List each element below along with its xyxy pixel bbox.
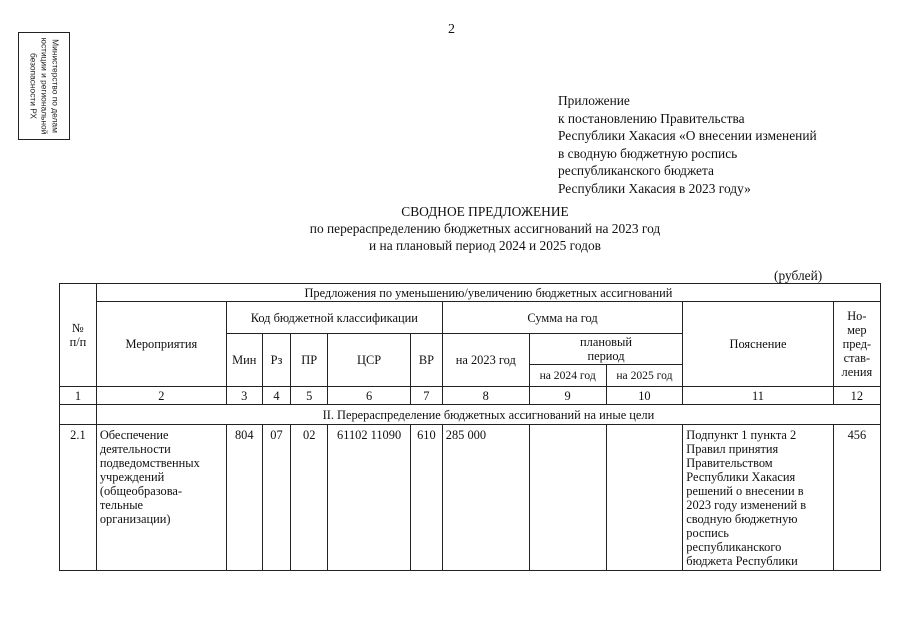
budget-table [59,283,881,571]
appendix-line: республиканского бюджета [558,163,714,179]
section-row [60,405,881,425]
header-classification: Код бюджетной классификации [226,302,442,334]
column-number: 8 [442,387,529,405]
stamp-line: Министерство по делам [50,39,61,133]
column-number: 3 [226,387,262,405]
column-number: 11 [683,387,833,405]
row-csr: 61102 11090 [328,425,411,571]
header-rz: Рз [262,334,291,387]
title-line: по перераспределению бюджетных ассигнований на 2023 год [309,221,661,236]
document-title [200,203,770,254]
column-number: 6 [328,387,411,405]
column-number: 4 [262,387,291,405]
column-number: 5 [291,387,328,405]
section-title: II. Перераспределение бюджетных ассигнований на иные цели [96,405,880,425]
title-line: СВОДНОЕ ПРЕДЛОЖЕНИЕ [401,204,569,219]
header-sum: Сумма на год [442,302,683,334]
row-explanation: Подпункт 1 пункта 2 Правил принятия Правительством Республики Хакасия решений о внесении в 2023 году изменений в сводную бюджетную роспись республиканского бюджета Республики [683,425,833,571]
column-number: 7 [411,387,443,405]
row-measure: Обеспечение деятельности подведомственных учреждений (общеобразова- тельные организации) [96,425,226,571]
currency-units: (рублей) [774,268,823,283]
row-submission: 456 [833,425,880,571]
appendix-line: Приложение [558,93,630,108]
section-spacer [60,405,97,425]
header-vr: ВР [411,334,443,387]
header-num: № п/п [60,284,97,387]
header-row [60,284,881,302]
header-year-2025: на 2025 год [606,365,683,387]
row-number: 2.1 [60,425,97,571]
stamp-line: безопасности РХ [28,52,39,120]
header-year-2023: на 2023 год [442,334,529,387]
row-pr: 02 [291,425,328,571]
row-rz: 07 [262,425,291,571]
registration-stamp [18,32,70,140]
appendix-note [558,92,817,198]
table-row [60,425,881,571]
header-planned-period: плановый период [529,334,683,365]
appendix-line: к постановлению Правительства [558,110,745,126]
column-number: 12 [833,387,880,405]
header-row [60,302,881,334]
header-year-2024: на 2024 год [529,365,606,387]
header-submission: Но- мер пред- став- ления [833,302,880,387]
row-vr: 610 [411,425,443,571]
title-line: и на плановый период 2024 и 2025 годов [369,238,601,253]
row-min: 804 [226,425,262,571]
row-sum-2024 [529,425,606,571]
header-pr: ПР [291,334,328,387]
column-number-row [60,387,881,405]
appendix-line: Республики Хакасия «О внесении изменений [558,128,817,144]
header-proposals: Предложения по уменьшению/увеличению бюджетных ассигнований [96,284,880,302]
header-min: Мин [226,334,262,387]
appendix-line: Республики Хакасия в 2023 году» [558,180,751,196]
appendix-line: в сводную бюджетную роспись [558,145,738,161]
column-number: 10 [606,387,683,405]
header-explanation: Пояснение [683,302,833,387]
stamp-line: юстиции и региональной [39,37,50,135]
header-csr: ЦСР [328,334,411,387]
header-measures: Мероприятия [96,302,226,387]
column-number: 1 [60,387,97,405]
column-number: 9 [529,387,606,405]
row-sum-2023: 285 000 [442,425,529,571]
row-sum-2025 [606,425,683,571]
page-number: 2 [448,22,455,37]
column-number: 2 [96,387,226,405]
